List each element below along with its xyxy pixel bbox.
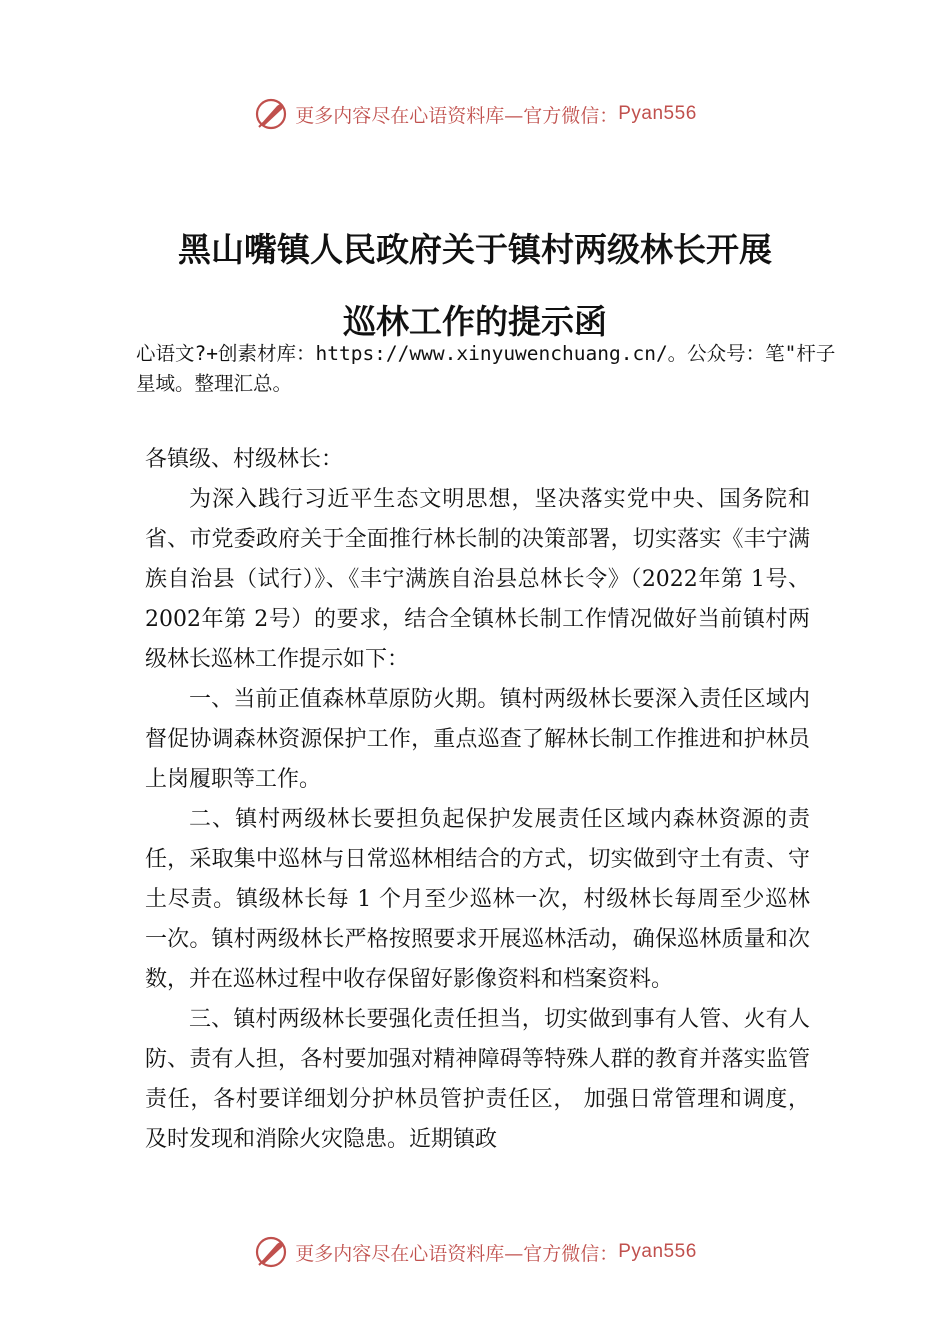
- banner-text: 更多内容尽在心语资料库—官方微信：: [295, 1242, 619, 1265]
- source-notice: 心语文?+创素材库：https://www.xinyuwenchuang.cn/。公众号：笔"杆子星域。整理汇总。: [136, 342, 836, 395]
- page-title-line-1: 黑山嘴镇人民政府关于镇村两级林长开展: [178, 230, 772, 269]
- quill-logo-icon: [253, 1234, 289, 1270]
- footer-banner: [0, 1232, 950, 1272]
- paragraph-item-1: 一、当前正值森林草原防火期。镇村两级林长要深入责任区域内督促协调森林资源保护工作，重点巡查了解林长制工作推进和护林员上岗履职等工作。: [145, 687, 810, 792]
- quill-logo-icon: [253, 96, 289, 132]
- banner-text: 更多内容尽在心语资料库—官方微信：: [295, 104, 619, 127]
- header-banner: [0, 94, 950, 134]
- wechat-id: Pyan556: [618, 1241, 697, 1262]
- salutation: 各镇级、村级林长：: [145, 447, 344, 472]
- paragraph-intro: 为深入践行习近平生态文明思想，坚决落实党中央、国务院和省、市党委政府关于全面推行林长制的决策部署，切实落实《丰宁满族自治县（试行）》、《丰宁满族自治县总林长令》（2022年第 1号、2002年第 2号）的要求，结合全镇林长制工作情况做好当前镇村两级林长巡林工作提示如下：: [145, 487, 810, 672]
- paragraph-item-3: 三、镇村两级林长要强化责任担当，切实做到事有人管、火有人防、责有人担，各村要加强对精神障碍等特殊人群的教育并落实监管责任，各村要详细划分护林员管护责任区， 加强日常管理和调度，及时发现和消除火灾隐患。近期镇政: [145, 1007, 810, 1152]
- page-title-line-2: 巡林工作的提示函: [343, 302, 607, 341]
- paragraph-item-2: 二、镇村两级林长要担负起保护发展责任区域内森林资源的责任，采取集中巡林与日常巡林相结合的方式，切实做到守土有责、守土尽责。镇级林长每 1 个月至少巡林一次，村级林长每周至少巡林一次。镇村两级林长严格按照要求开展巡林活动，确保巡林质量和次数，并在巡林过程中收存保留好影像资料和档案资料。: [145, 807, 810, 992]
- wechat-id: Pyan556: [618, 103, 697, 124]
- letter-body: [145, 440, 810, 1160]
